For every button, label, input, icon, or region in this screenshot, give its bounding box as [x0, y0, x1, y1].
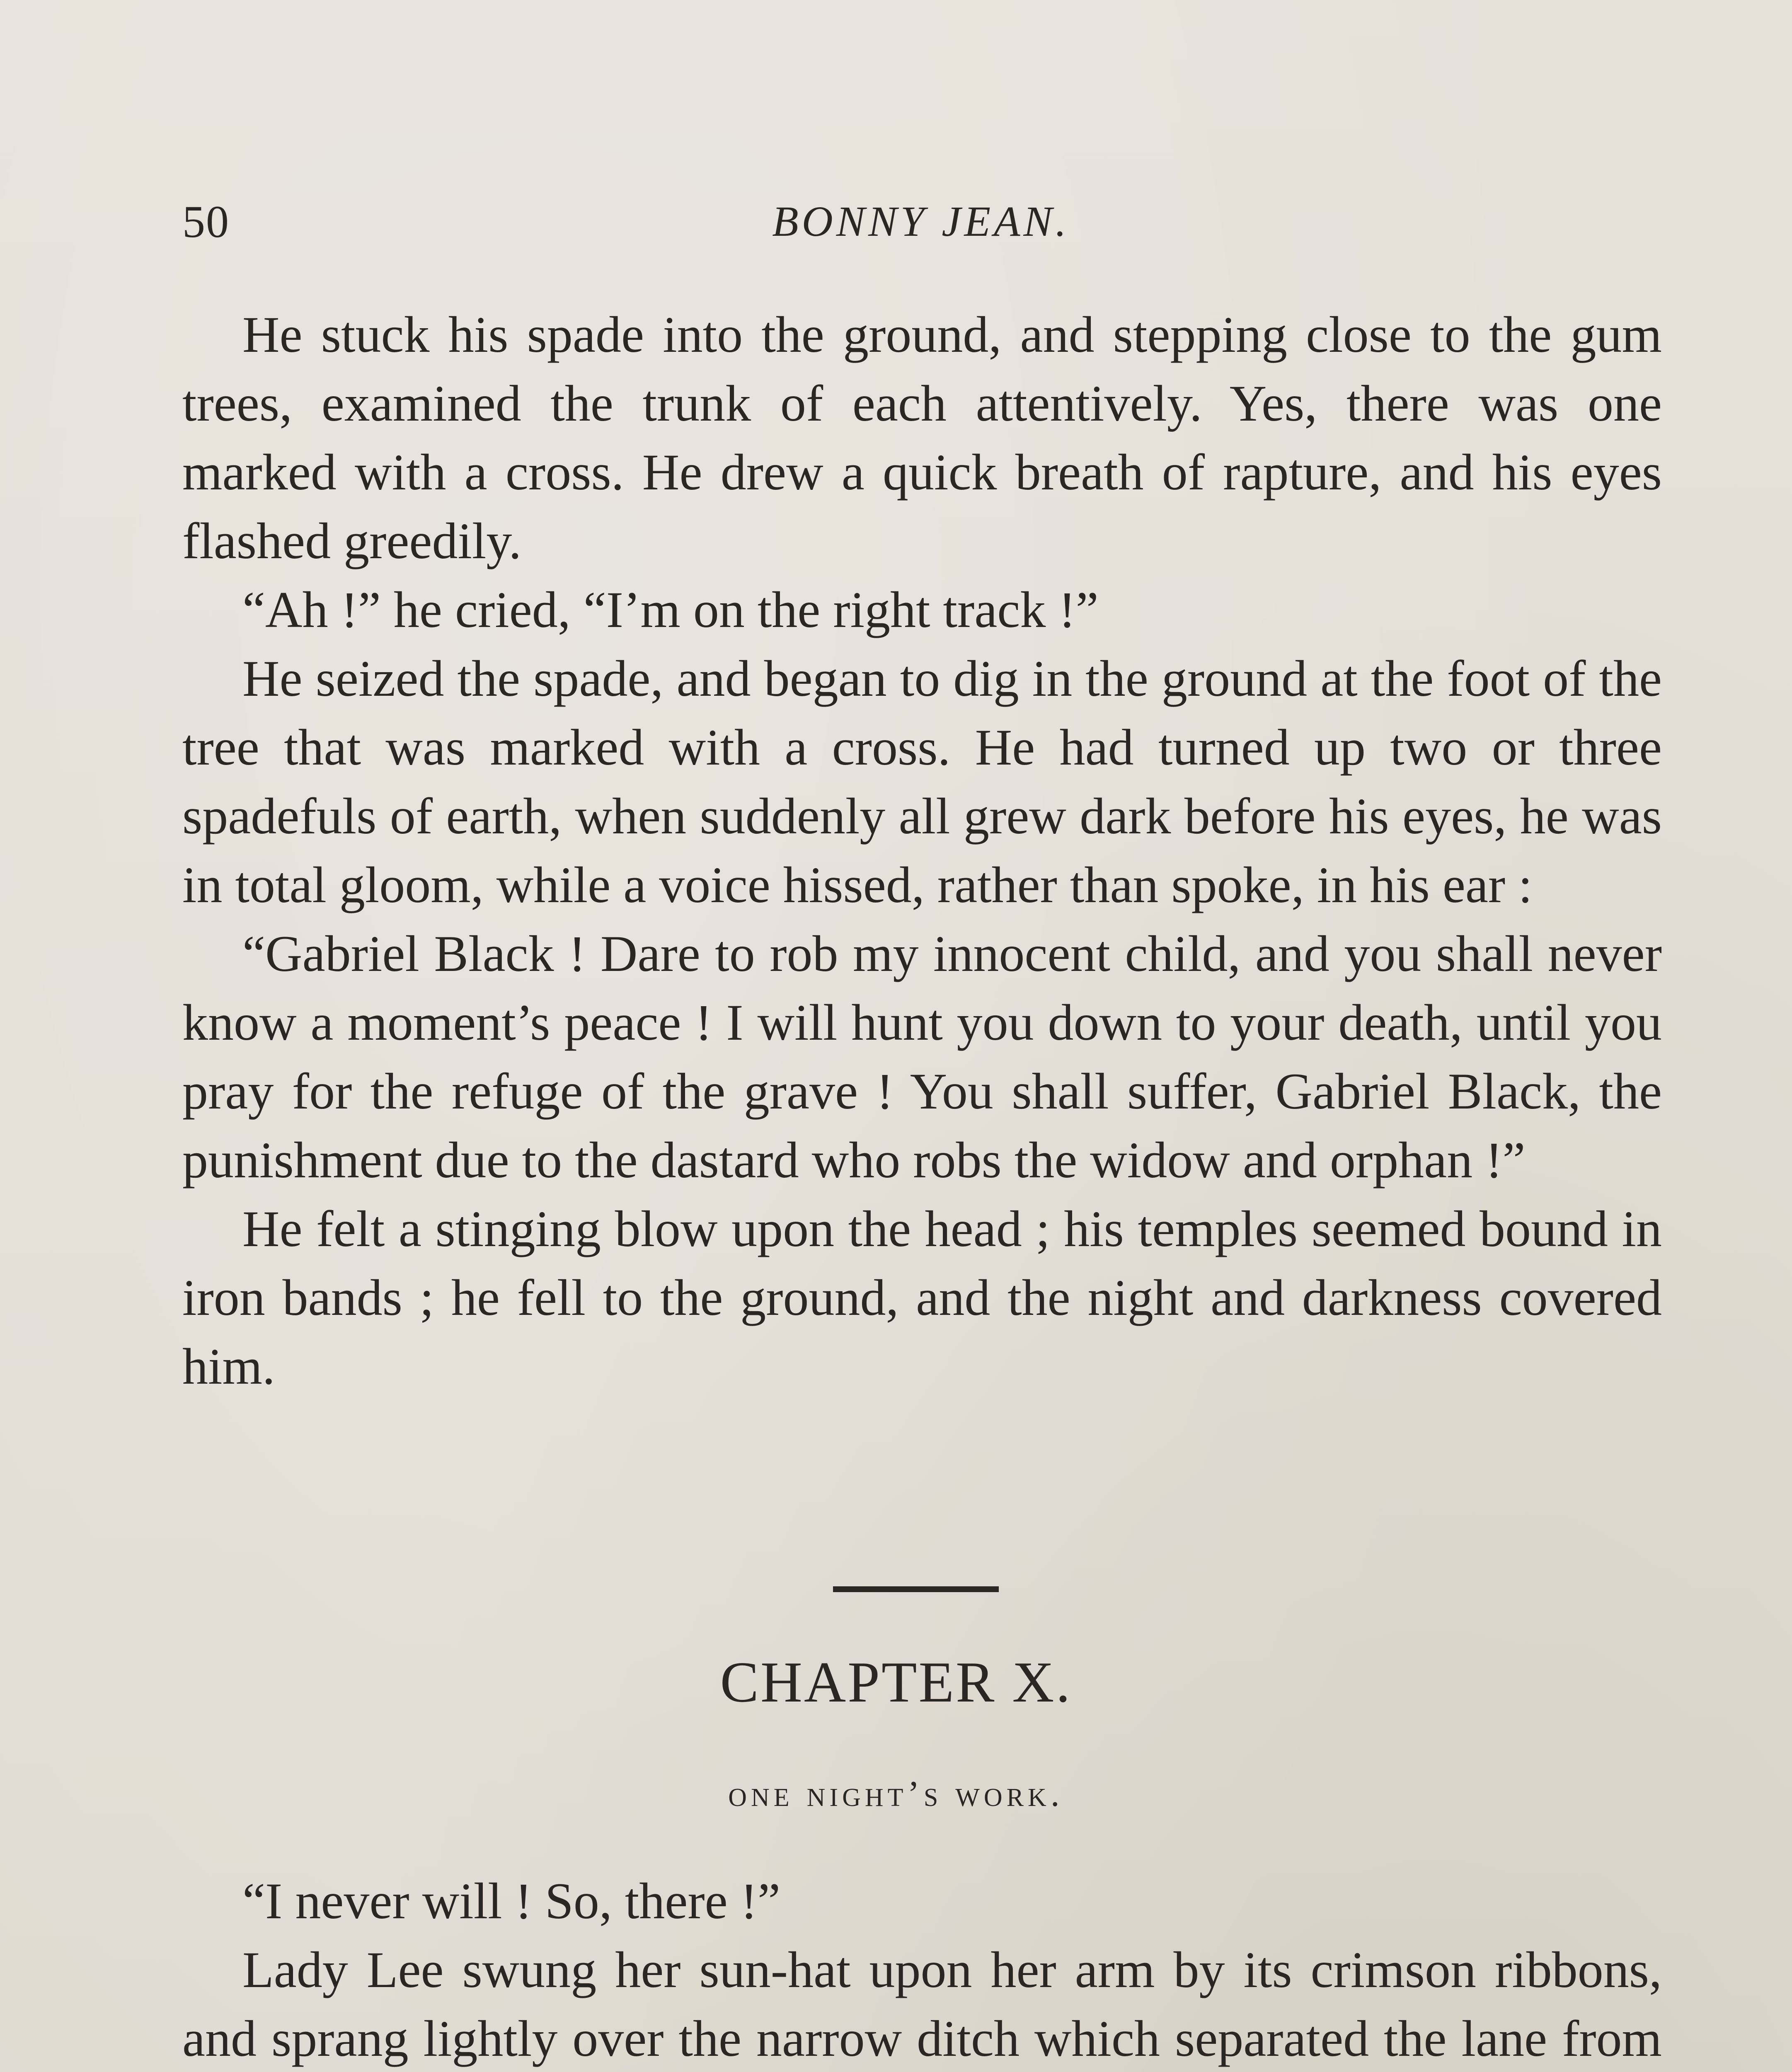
running-head: BONNY JEAN. — [772, 198, 1070, 245]
paragraph: “I never will ! So, there !” — [242, 1873, 781, 1929]
paragraph: Lady Lee swung her sun-hat upon her arm by its crimson ribbons, and sprang lightly over the narrow ditch which separated the lane from — [182, 1941, 1662, 2067]
page-number: 50 — [182, 196, 230, 247]
paragraph: “Gabriel Black ! Dare to rob my innocent child, and you shall never know a moment’s peace ! I will hunt you down to your death, until you pray for the refuge of the grave ! You shall suffer, Gabriel Black, the punishment due to the dastard who robs the widow and orphan !” — [182, 925, 1662, 1188]
paragraph: He stuck his spade into the ground, and stepping close to the gum trees, examined the trunk of each attentively. Yes, there was one marked with a cross. He drew a quick breath of rapture, and his eyes flashed greedily. — [182, 306, 1662, 569]
text-block-top — [182, 300, 1662, 1401]
page-header — [182, 189, 1659, 255]
paragraph: He felt a stinging blow upon the head ; his temples seemed bound in iron bands ; he fell to the ground, and the night and darkness covered him. — [182, 1201, 1662, 1395]
paragraph: He seized the spade, and began to dig in the ground at the foot of the tree that was marked with a cross. He had turned up two or three spadefuls of earth, when suddenly all grew dark before his eyes, he was in total gloom, while a voice hissed, rather than spoke, in his ear : — [182, 650, 1662, 913]
chapter-title: CHAPTER X. — [720, 1650, 1072, 1714]
chapter-divider-rule — [833, 1586, 999, 1592]
text-block-bottom — [182, 1867, 1662, 2072]
chapter-subtitle: one night’s work. — [728, 1774, 1064, 1814]
paragraph: “Ah !” he cried, “I’m on the right track !” — [242, 581, 1099, 638]
